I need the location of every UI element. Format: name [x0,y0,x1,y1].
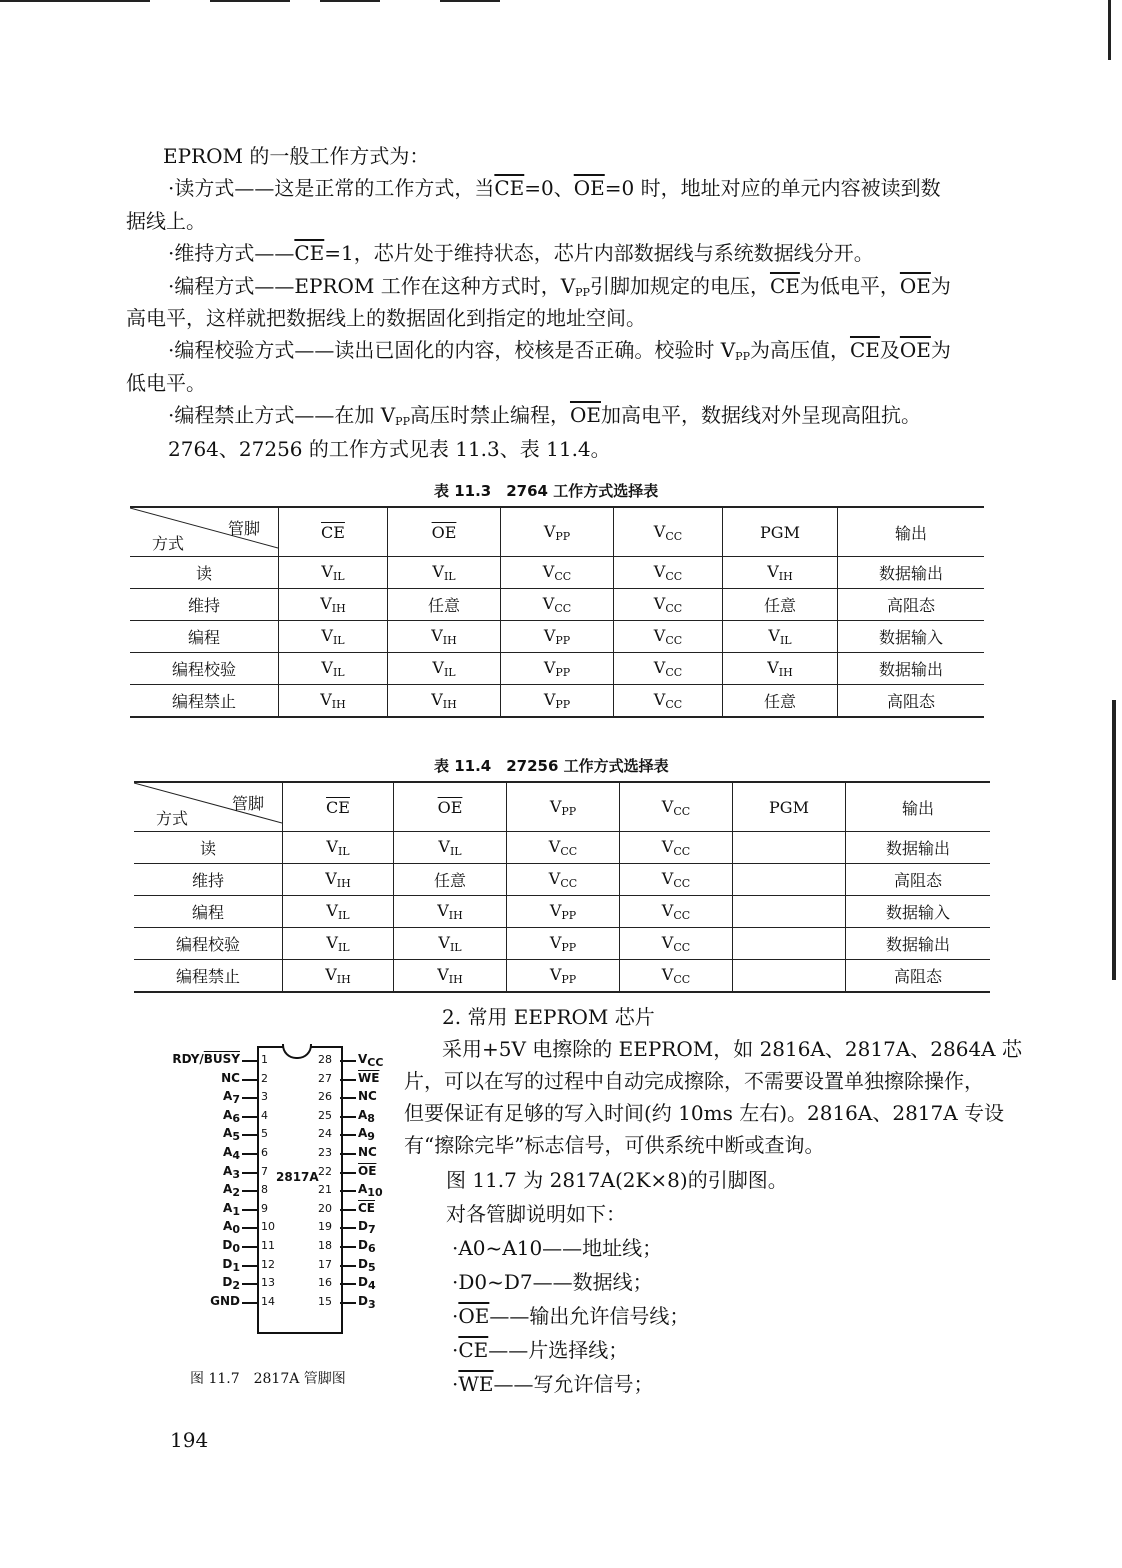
mode-program-cont: 高电平，这样就把数据线上的数据固化到指定的地址空间。 [126,306,646,330]
cell: 任意 [388,589,501,621]
figure-caption: 图 11.7 2817A 管脚图 [190,1371,346,1387]
table1-header-ce: $\overline{CE}$ [279,507,388,557]
table-row [134,832,990,864]
section-heading: 2. 常用 EEPROM 芯片 [442,1005,655,1029]
chip-name: 2817A [276,1170,319,1184]
mode-read: ·读方式——这是正常的工作方式，当$\overline{CE}=0$、$\overline{OE}=0$ 时，地址对应的单元内容被读到数 [168,176,941,200]
chip-pin-label-right: NC [358,1089,377,1104]
cell [733,960,846,992]
cell: $V_{IL}$ [388,557,501,589]
chip-pin-line [340,1060,356,1062]
chip-pin-number: 7 [261,1164,268,1178]
chip-pin-label-right: $D_6$ [358,1238,376,1255]
table2-header-ce: $\overline{CE}$ [283,782,394,832]
section-p4: 有“擦除完毕”标志信号，可供系统中断或查询。 [404,1133,825,1157]
cell: 数据输入 [846,896,991,928]
chip-pin-line [340,1283,356,1285]
chip-pin-number: 20 [318,1201,332,1215]
section-p5: 图 11.7 为 2817A(2K×8)的引脚图。 [446,1168,788,1192]
chip-pin-line [340,1172,356,1174]
scan-edge [1108,0,1111,60]
cell: 编程禁止 [130,685,279,717]
chip-pin-number: 2 [261,1071,268,1085]
table2-header-vcc: $V_{CC}$ [620,782,733,832]
cell: $V_{CC}$ [620,832,733,864]
cell: 高阻态 [846,960,991,992]
chip-pin-line [340,1246,356,1248]
cell: $V_{CC}$ [614,621,723,653]
chip-pin-label-right: $D_5$ [358,1256,376,1274]
scan-edge [1112,700,1116,980]
cell: $V_{CC}$ [614,557,723,589]
chip-pin-label-right: $\overline{OE}$ [358,1163,377,1178]
chip-pin-number: 14 [261,1294,275,1308]
table2-caption: 表 11.4 27256 工作方式选择表 [434,757,669,775]
table-row [130,589,984,621]
cell: 高阻态 [846,864,991,896]
chip-pin-number: 9 [261,1201,268,1215]
chip-pin-label-left: $D_0$ [222,1238,240,1255]
cell: 数据输出 [846,928,991,960]
cell: 任意 [394,864,507,896]
chip-pin-number: 17 [318,1257,332,1271]
chip-pin-label-right: $D_3$ [358,1293,376,1311]
chip-pin-label-left: $D_2$ [222,1275,240,1293]
chip-pin-line [242,1283,258,1285]
scan-mark [210,0,290,2]
chip-pin-number: 19 [318,1220,332,1234]
cell: $V_{CC}$ [501,589,614,621]
cell [733,832,846,864]
chip-pin-line [242,1079,258,1081]
chip-pin-number: 25 [318,1108,332,1122]
cell: $V_{PP}$ [507,960,620,992]
cell: $V_{IL}$ [279,557,388,589]
chip-pin-label-right: $\overline{WE}$ [358,1070,380,1085]
cell [733,864,846,896]
cell: $V_{IH}$ [388,685,501,717]
pin-desc-oe: $\cdot\overline{OE}——$输出允许信号线； [452,1304,690,1328]
chip-pin-line [340,1265,356,1267]
cell: $V_{PP}$ [501,653,614,685]
chip-pin-line [242,1246,258,1248]
cell: $V_{PP}$ [501,685,614,717]
cell: 数据输出 [846,832,991,864]
chip-pin-number: 23 [318,1146,332,1159]
table-row [134,896,990,928]
chip-pin-line [340,1190,356,1192]
page-number: 194 [170,1428,209,1452]
cell: $V_{IH}$ [394,896,507,928]
cell: $V_{IH}$ [279,685,388,717]
chip-pin-label-left: $A_3$ [223,1163,240,1181]
chip-pin-number: 11 [261,1239,275,1252]
cell: $V_{IL}$ [279,621,388,653]
chip-pin-number: 16 [318,1276,332,1290]
cell: 编程 [134,896,283,928]
cell: $V_{CC}$ [501,557,614,589]
chip-pin-line [242,1116,258,1118]
mode-verify: ·编程校验方式——读出已固化的内容，校核是否正确。校验时 $V_{PP}$为高压值，$\overline{CE}$及$\overline{OE}$为 [168,338,951,363]
mode-read-cont: 据线上。 [126,209,206,233]
chip-pin-line [340,1116,356,1118]
cell: $V_{CC}$ [620,960,733,992]
cell: 编程禁止 [134,960,283,992]
chip-pin-line [340,1079,356,1081]
mode-hold: ·维持方式$——\overline{CE}=1$，芯片处于维持状态，芯片内部数据线与系统数据线分开。 [168,241,874,265]
mode-inhibit: ·编程禁止方式——在加 $V_{PP}$高压时禁止编程，$\overline{OE}$加高电平，数据线对外呈现高阻抗。 [168,403,921,428]
chip-pin-label-left: $D_1$ [222,1256,240,1274]
table1-header-vpp: $V_{PP}$ [501,507,614,557]
chip-pin-label-right: $D_7$ [358,1219,376,1237]
chip-pin-number: 12 [261,1257,275,1271]
chip-pin-number: 5 [261,1127,268,1141]
cell: 编程校验 [134,928,283,960]
pin-desc-address: ·A0~A10——地址线； [452,1236,663,1260]
cell: $V_{IL}$ [394,832,507,864]
chip-pin-line [242,1190,258,1192]
chip-pin-number: 24 [318,1127,332,1141]
cell: $V_{IH}$ [388,621,501,653]
chip-pin-line [340,1227,356,1229]
cell: $V_{IH}$ [394,960,507,992]
chip-pin-number: 26 [318,1090,332,1104]
cell: $V_{CC}$ [507,864,620,896]
pin-desc-ce: $\cdot\overline{CE}——$片选择线； [452,1338,629,1362]
mode-program: ·编程方式——EPROM 工作在这种方式时，$V_{PP}$引脚加规定的电压，$\overline{CE}$为低电平，$\overline{OE}$为 [168,274,951,299]
table1-corner: 管脚 方式 [130,507,279,557]
table-row [130,557,984,589]
chip-pin-number: 10 [261,1220,275,1234]
table-row [134,928,990,960]
chip-pin-number: 13 [261,1276,275,1290]
cell: 高阻态 [838,685,985,717]
cell: $V_{CC}$ [614,653,723,685]
cell: $V_{IH}$ [723,557,838,589]
chip-pin-label-right: $D_4$ [358,1275,376,1293]
chip-pin-label-right: NC [358,1145,377,1159]
cell: $V_{IH}$ [279,589,388,621]
chip-pin-number: 18 [318,1239,332,1252]
table1-caption: 表 11.3 2764 工作方式选择表 [434,482,659,500]
scan-mark [0,0,150,2]
chip-pin-line [242,1227,258,1229]
chip-pin-number: 21 [318,1183,332,1197]
cell: $V_{IL}$ [388,653,501,685]
table1-header-output: 输出 [838,507,985,557]
cell: $V_{IL}$ [283,896,394,928]
chip-pin-label-left: GND [210,1293,240,1308]
cell: $V_{PP}$ [507,928,620,960]
cell: 数据输出 [838,653,985,685]
cell: $V_{IL}$ [279,653,388,685]
pin-desc-data: ·D0~D7——数据线； [452,1270,653,1294]
cell: $V_{IH}$ [283,864,394,896]
table2-corner: 管脚 方式 [134,782,283,832]
cell: 高阻态 [838,589,985,621]
cell: $V_{IL}$ [283,928,394,960]
chip-pin-label-left: $A_7$ [223,1089,240,1107]
cell: $V_{CC}$ [620,928,733,960]
chip-pin-number: 28 [318,1053,332,1066]
table1-header-vcc: $V_{CC}$ [614,507,723,557]
cell: $V_{IL}$ [394,928,507,960]
cell: 读 [134,832,283,864]
cell: 维持 [134,864,283,896]
cell [733,928,846,960]
chip-pin-label-left: $A_0$ [223,1219,240,1237]
cell: 任意 [723,685,838,717]
cell: 数据输出 [838,557,985,589]
section-p1: 采用+5V 电擦除的 EEPROM，如 2816A、2817A、2864A 芯 [442,1037,1022,1061]
chip-pin-line [242,1060,258,1062]
cell: $V_{CC}$ [614,589,723,621]
section-p3: 但要保证有足够的写入时间(约 10ms 左右)。2816A、2817A 专设 [404,1101,1005,1125]
chip-pin-number: 6 [261,1146,268,1159]
table-reference: 2764、27256 的工作方式见表 11.3、表 11.4。 [168,437,611,461]
chip-pin-line [340,1209,356,1211]
chip-pin-number: 3 [261,1090,268,1104]
cell: 维持 [130,589,279,621]
chip-pin-label-left: $A_5$ [223,1126,240,1144]
chip-pin-label-right: $\overline{CE}$ [358,1200,376,1215]
table1 [130,506,984,718]
cell: $V_{IH}$ [283,960,394,992]
chip-pin-label-right: $V_{CC}$ [358,1052,384,1069]
chip-pin-label-left: NC [221,1070,240,1085]
cell: $V_{CC}$ [614,685,723,717]
chip-pin-number: 4 [261,1108,268,1122]
cell: $V_{PP}$ [501,621,614,653]
pin-desc-we: $\cdot\overline{WE}——$写允许信号； [452,1372,654,1396]
chip-pin-line [242,1265,258,1267]
chip-pin-label-right: $A_{10}$ [358,1182,383,1200]
section-p2: 片，可以在写的过程中自动完成擦除，不需要设置单独擦除操作， [404,1069,984,1093]
chip-pin-label-left: $A_6$ [223,1107,240,1125]
table2-header-vpp: $V_{PP}$ [507,782,620,832]
scan-mark [320,0,380,2]
table2-header-pgm: PGM [733,782,846,832]
chip-pin-label-left: $A_4$ [223,1145,240,1162]
cell: $V_{CC}$ [620,864,733,896]
chip-pin-line [242,1097,258,1099]
chip-pin-label-left: RDY/BUSY [172,1052,240,1066]
intro-text: EPROM 的一般工作方式为： [163,144,430,168]
cell: $V_{CC}$ [507,832,620,864]
chip-pin-label-right: $A_9$ [358,1126,375,1144]
cell: $V_{CC}$ [620,896,733,928]
chip-pin-number: 8 [261,1183,268,1197]
chip-pin-line [340,1302,356,1304]
cell: 编程 [130,621,279,653]
chip-pin-line [242,1172,258,1174]
chip-pin-number: 1 [261,1053,268,1066]
cell: $V_{PP}$ [507,896,620,928]
cell: 编程校验 [130,653,279,685]
chip-pin-line [242,1302,258,1304]
cell: 任意 [723,589,838,621]
table-row [130,685,984,717]
table-row [134,864,990,896]
table-row [130,621,984,653]
cell: $V_{IL}$ [283,832,394,864]
cell: 数据输入 [838,621,985,653]
table-row [130,653,984,685]
table1-header-oe: $\overline{OE}$ [388,507,501,557]
chip-pin-number: 27 [318,1071,332,1085]
mode-verify-cont: 低电平。 [126,371,206,395]
chip-pin-line [340,1153,356,1155]
table2 [134,781,990,993]
table2-header-output: 输出 [846,782,991,832]
chip-pin-line [242,1153,258,1155]
table2-header-oe: $\overline{OE}$ [394,782,507,832]
cell: 读 [130,557,279,589]
chip-pin-number: 15 [318,1294,332,1308]
cell: $V_{IL}$ [723,621,838,653]
chip-pin-label-left: $A_2$ [223,1182,240,1200]
table-row [134,960,990,992]
chip-pin-line [242,1209,258,1211]
chip-pin-label-right: $A_8$ [358,1107,375,1125]
chip-2817a-pinout [150,1040,390,1340]
section-p6: 对各管脚说明如下： [446,1202,626,1226]
chip-pin-line [242,1134,258,1136]
table1-header-pgm: PGM [723,507,838,557]
cell [733,896,846,928]
chip-pin-line [340,1097,356,1099]
cell: $V_{IH}$ [723,653,838,685]
scan-mark [440,0,500,2]
chip-pin-label-left: $A_1$ [223,1200,240,1218]
chip-pin-line [340,1134,356,1136]
chip-pin-number: 22 [318,1164,332,1178]
